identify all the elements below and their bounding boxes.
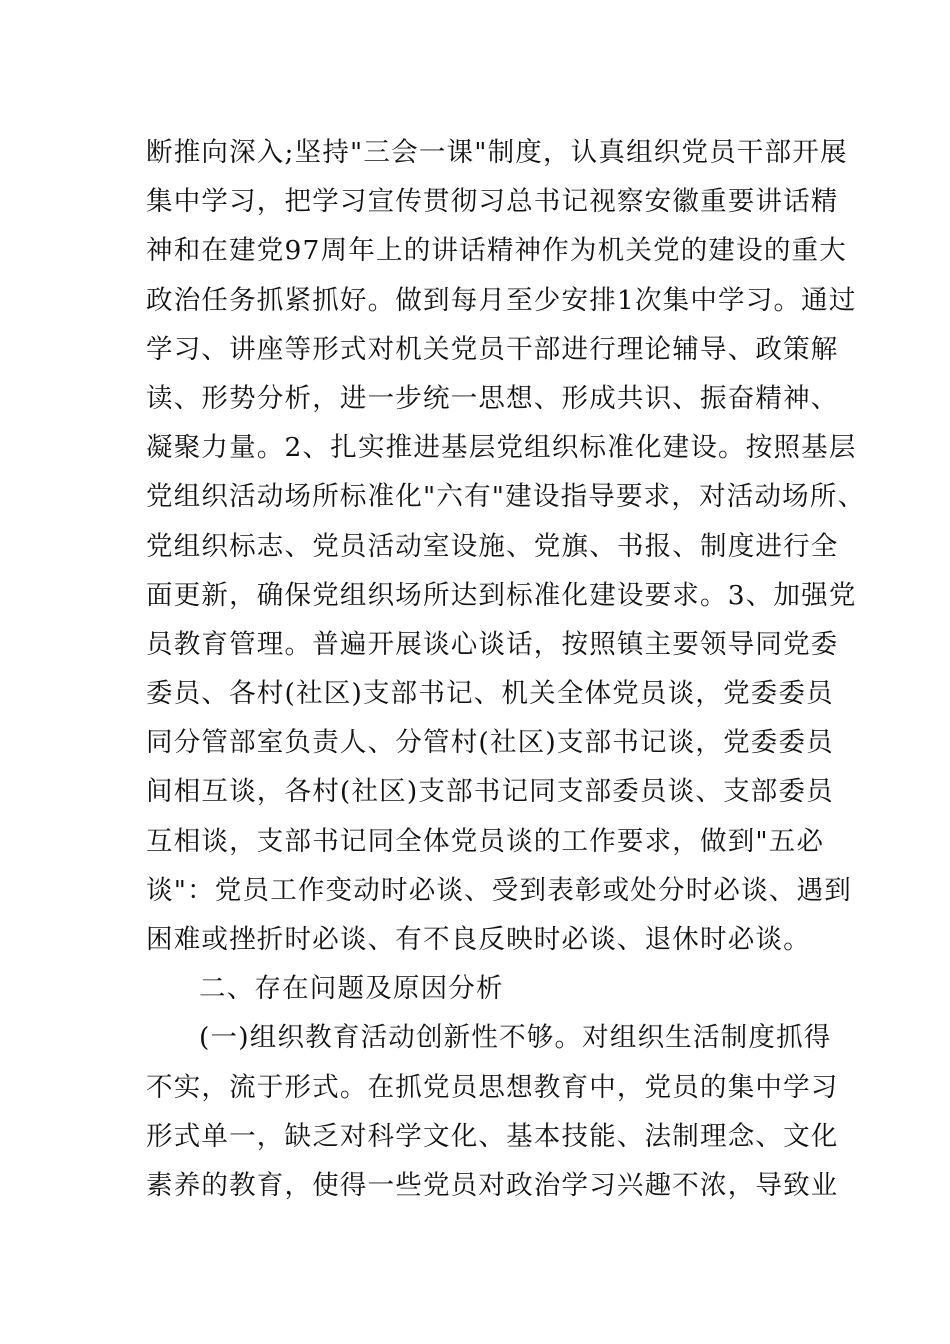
body-line: 集中学习，把学习宣传贯彻习总书记视察安徽重要讲话精 — [146, 186, 839, 218]
body-line: 委员、各村(社区)支部书记、机关全体党员谈，党委委员 — [146, 678, 834, 710]
body-line: 学习、讲座等形式对机关党员干部进行理论辅导、政策解 — [146, 333, 839, 365]
body-line: 政治任务抓紧抓好。做到每月至少安排1次集中学习。通过 — [146, 284, 857, 316]
body-line: 党组织标志、党员活动室设施、党旗、书报、制度进行全 — [146, 530, 839, 562]
subsection-lead-line: (一)组织教育活动创新性不够。对组织生活制度抓得 — [199, 1022, 832, 1054]
body-line: 党组织活动场所标准化"六有"建设指导要求，对活动场所、 — [146, 481, 866, 513]
body-line: 同分管部室负责人、分管村(社区)支部书记谈，党委委员 — [146, 727, 834, 759]
body-line: 不实，流于形式。在抓党员思想教育中，党员的集中学习 — [146, 1071, 839, 1103]
body-line: 困难或挫折时必谈、有不良反映时必谈、退休时必谈。 — [146, 924, 811, 955]
body-line: 素养的教育，使得一些党员对政治学习兴趣不浓，导致业 — [146, 1169, 839, 1201]
body-line: 读、形势分析，进一步统一思想、形成共识、振奋精神、 — [146, 382, 839, 414]
body-line: 神和在建党97周年上的讲话精神作为机关党的建设的重大 — [146, 235, 847, 267]
section-heading: 二、存在问题及原因分析 — [199, 973, 504, 1005]
body-line: 凝聚力量。2、扎实推进基层党组织标准化建设。按照基层 — [146, 432, 857, 464]
document-body — [146, 128, 866, 1210]
body-line: 谈"：党员工作变动时必谈、受到表彰或处分时必谈、遇到 — [146, 874, 852, 906]
body-line: 断推向深入;坚持"三会一课"制度，认真组织党员干部开展 — [146, 137, 848, 168]
body-line: 间相互谈，各村(社区)支部书记同支部委员谈、支部委员 — [146, 776, 834, 808]
body-line: 互相谈，支部书记同全体党员谈的工作要求，做到"五必 — [146, 825, 825, 857]
body-line: 面更新，确保党组织场所达到标准化建设要求。3、加强党 — [146, 579, 857, 611]
body-line: 形式单一，缺乏对科学文化、基本技能、法制理念、文化 — [146, 1120, 839, 1152]
body-line: 员教育管理。普遍开展谈心谈话，按照镇主要领导同党委 — [146, 628, 839, 660]
